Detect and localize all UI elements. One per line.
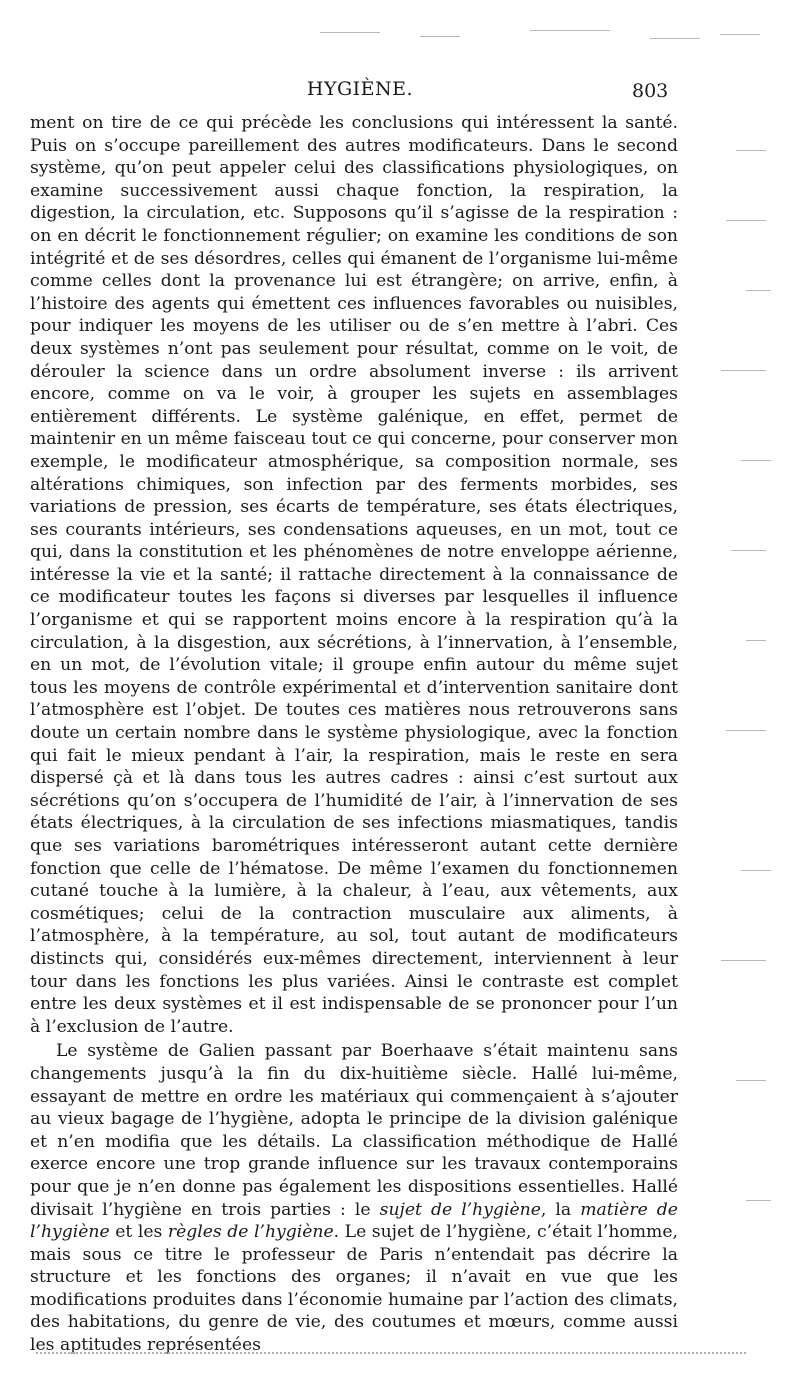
paragraph-2-text-a: Le système de Galien passant par Boerhaave s’était maintenu sans changements jusqu’à la fin du dix-huitième siècle. Hallé lui-même, essayant de mettre en ordre les matériaux qui commençaient à s’ajouter au vieux bagage de l’hygiène, adopta le principe de la division galénique et n’en modifia que les détails. La classification méthodique de Hallé exerce encore une trop grande influence sur les travaux contemporains pour que je n’en donne pas également les dispositions essentielles. Hallé divisait l’hygiène en trois parties : le — [30, 1041, 678, 1220]
scan-noise-bottom — [36, 1352, 746, 1354]
italic-term-regles: règles de l’hygiène — [167, 1222, 334, 1243]
running-head — [0, 78, 800, 104]
scan-noise-margin — [716, 80, 786, 1260]
paragraph-2-text-d: . Le sujet de l’hygiène, c’était l’homme, mais sous ce titre le professeur de Paris n’entendait pas décrire la structure et les fonctions des organes; il n’avait en vue que les modifications produites dans l’économie humaine par l’action des climats, des habitations, du genre de vie, des coutumes et mœurs, comme aussi les aptitudes représentées — [30, 1222, 678, 1356]
body-text — [30, 112, 678, 1357]
running-head-title: HYGIÈNE. — [306, 78, 414, 100]
italic-term-matiere: matière de l’hygiène — [30, 1199, 678, 1243]
paragraph-1: ment on tire de ce qui précède les conclusions qui intéressent la santé. Puis on s’occupe pareillement des autres modificateurs. Dans le second système, qu’on peut appeler celui des classifications physiologiques, on examine successivement aussi chaque fonction, la respiration, la digestion, la circulation, etc. Supposons qu’il s’agisse de la respiration : on en décrit le fonctionnement régulier; on examine les conditions de son intégrité et de ses désordres, celles qui émanent de l’organisme lui-même comme celles dont la provenance lui est étrangère; on arrive, enfin, à l’histoire des agents qui émettent ces influences favorables ou nuisibles, pour indiquer les moyens de les utiliser ou de s’en mettre à l’abri. Ces deux systèmes n’ont pas seulement pour résultat, comme on le voit, de dérouler la science dans un ordre absolument inverse : ils arrivent encore, comme on va le voir, à grouper les sujets en assemblages entièrement différents. Le système galénique, en effet, permet de maintenir en un même faisceau tout ce qui concerne, pour conserver mon exemple, le modificateur atmosphérique, sa composition normale, ses altérations chimiques, son infection par des ferments morbides, ses variations de pression, ses écarts de température, ses états électriques, ses courants intérieurs, ses condensations aqueuses, en un mot, tout ce qui, dans la constitution et les phénomènes de notre enveloppe aérienne, intéresse la vie et la santé; il rattache directement à la connaissance de ce modificateur toutes les façons si diverses par lesquelles il influence l’organisme et qui se rapportent moins encore à la respiration qu’à la circulation, à la disgestion, aux sécrétions, à l’innervation, à l’ensemble, en un mot, de l’évolution vitale; il groupe enfin autour du même sujet tous les moyens de contrôle expérimental et d’intervention sanitaire dont l’atmosphère est l’objet. De toutes ces matières nous retrouverons sans doute un certain nombre dans le système physiologique, avec la fonction qui fait le mieux pendant à l’air, la respiration, mais le reste en sera dispersé çà et là dans tous les autres cadres : ainsi c’est surtout aux sécrétions qu’on s’occupera de l’humidité de l’air, à l’innervation de ses états électriques, à la circulation de ses infections miasmatiques, tandis que ses variations barométriques intéresseront autant cette dernière fonction que celle de l’hématose. De même l’examen du fonctionnemen cutané touche à la lumière, à la chaleur, à l’eau, aux vêtements, aux cosmétiques; celui de la contraction musculaire aux aliments, à l’atmosphère, à la température, au sol, tout autant de modificateurs distincts qui, considérés eux-mêmes directement, interviennent à leur tour dans les fonctions les plus variées. Ainsi le contraste est complet entre les deux systèmes et il est indispensable de se prononcer pour l’un à l’exclusion de l’autre. — [30, 113, 678, 1037]
italic-term-sujet: sujet de l’hygiène — [379, 1199, 541, 1220]
page-number: 803 — [632, 80, 669, 102]
paragraph-2 — [30, 1040, 678, 1356]
paragraph-2-text-c: et les — [109, 1222, 168, 1243]
paragraph-2-text-b: , la — [540, 1199, 581, 1220]
scan-noise-top — [300, 22, 780, 52]
